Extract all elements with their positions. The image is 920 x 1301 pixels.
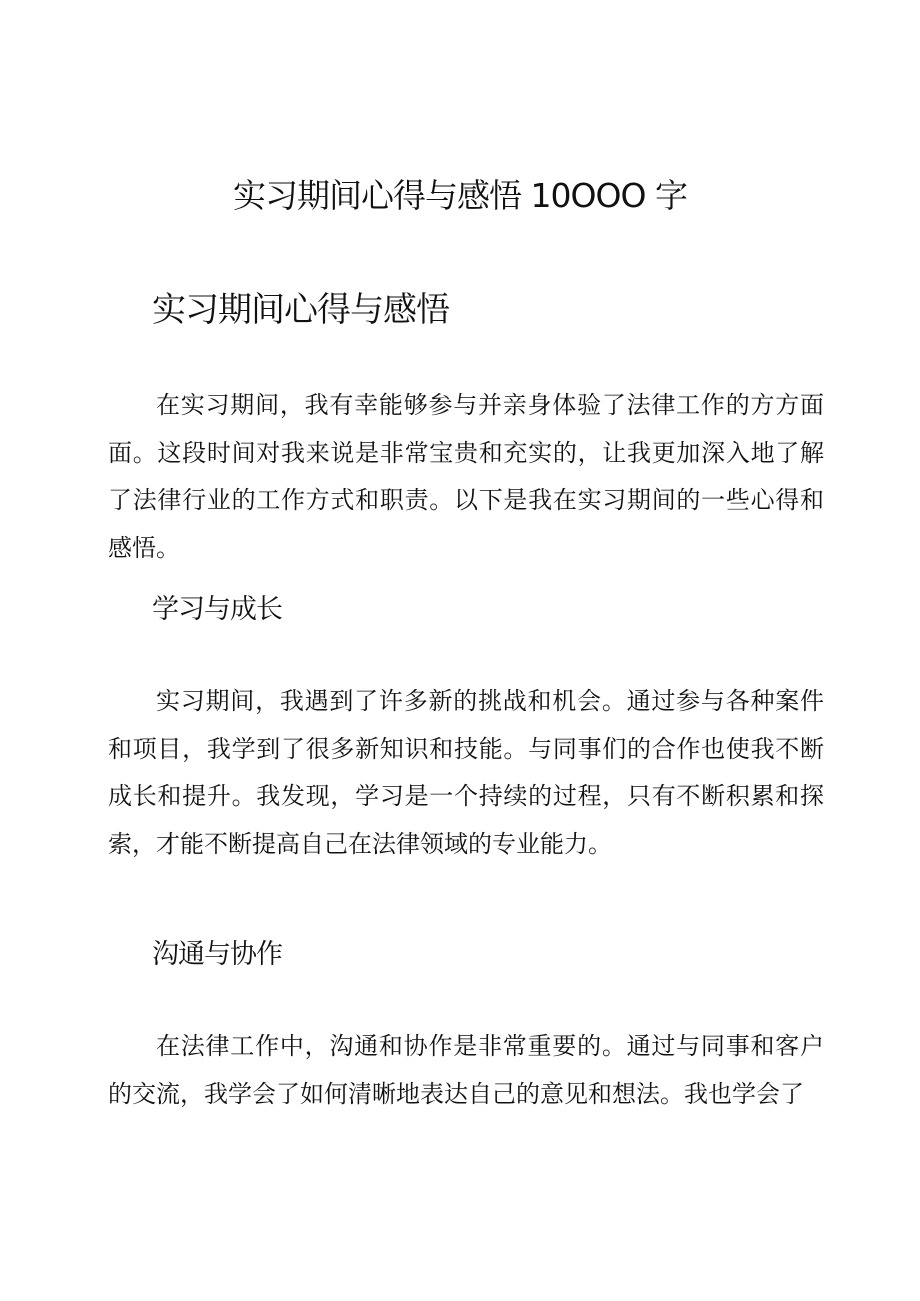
- main-heading: 实习期间心得与感悟: [152, 290, 449, 330]
- section-body-learning: 实习期间，我遇到了许多新的挑战和机会。通过参与各种案件和项目，我学到了很多新知识和技能。与同事们的合作也使我不断成长和提升。我发现，学习是一个持续的过程，只有不断积累和探索，才能不断提高自己在法律领域的专业能力。: [108, 687, 824, 858]
- document-title: 实习期间心得与感悟 10OOO 字: [233, 176, 687, 215]
- section-heading-learning: 学习与成长: [152, 594, 282, 625]
- section-body-communication: 在法律工作中，沟通和协作是非常重要的。通过与同事和客户的交流，我学会了如何清晰地表达自己的意见和想法。我也学会了: [108, 1032, 824, 1108]
- section-heading-communication: 沟通与协作: [152, 939, 282, 970]
- intro-paragraph: 在实习期间，我有幸能够参与并亲身体验了法律工作的方方面面。这段时间对我来说是非常宝贵和充实的，让我更加深入地了解了法律行业的工作方式和职责。以下是我在实习期间的一些心得和感悟。: [108, 391, 824, 562]
